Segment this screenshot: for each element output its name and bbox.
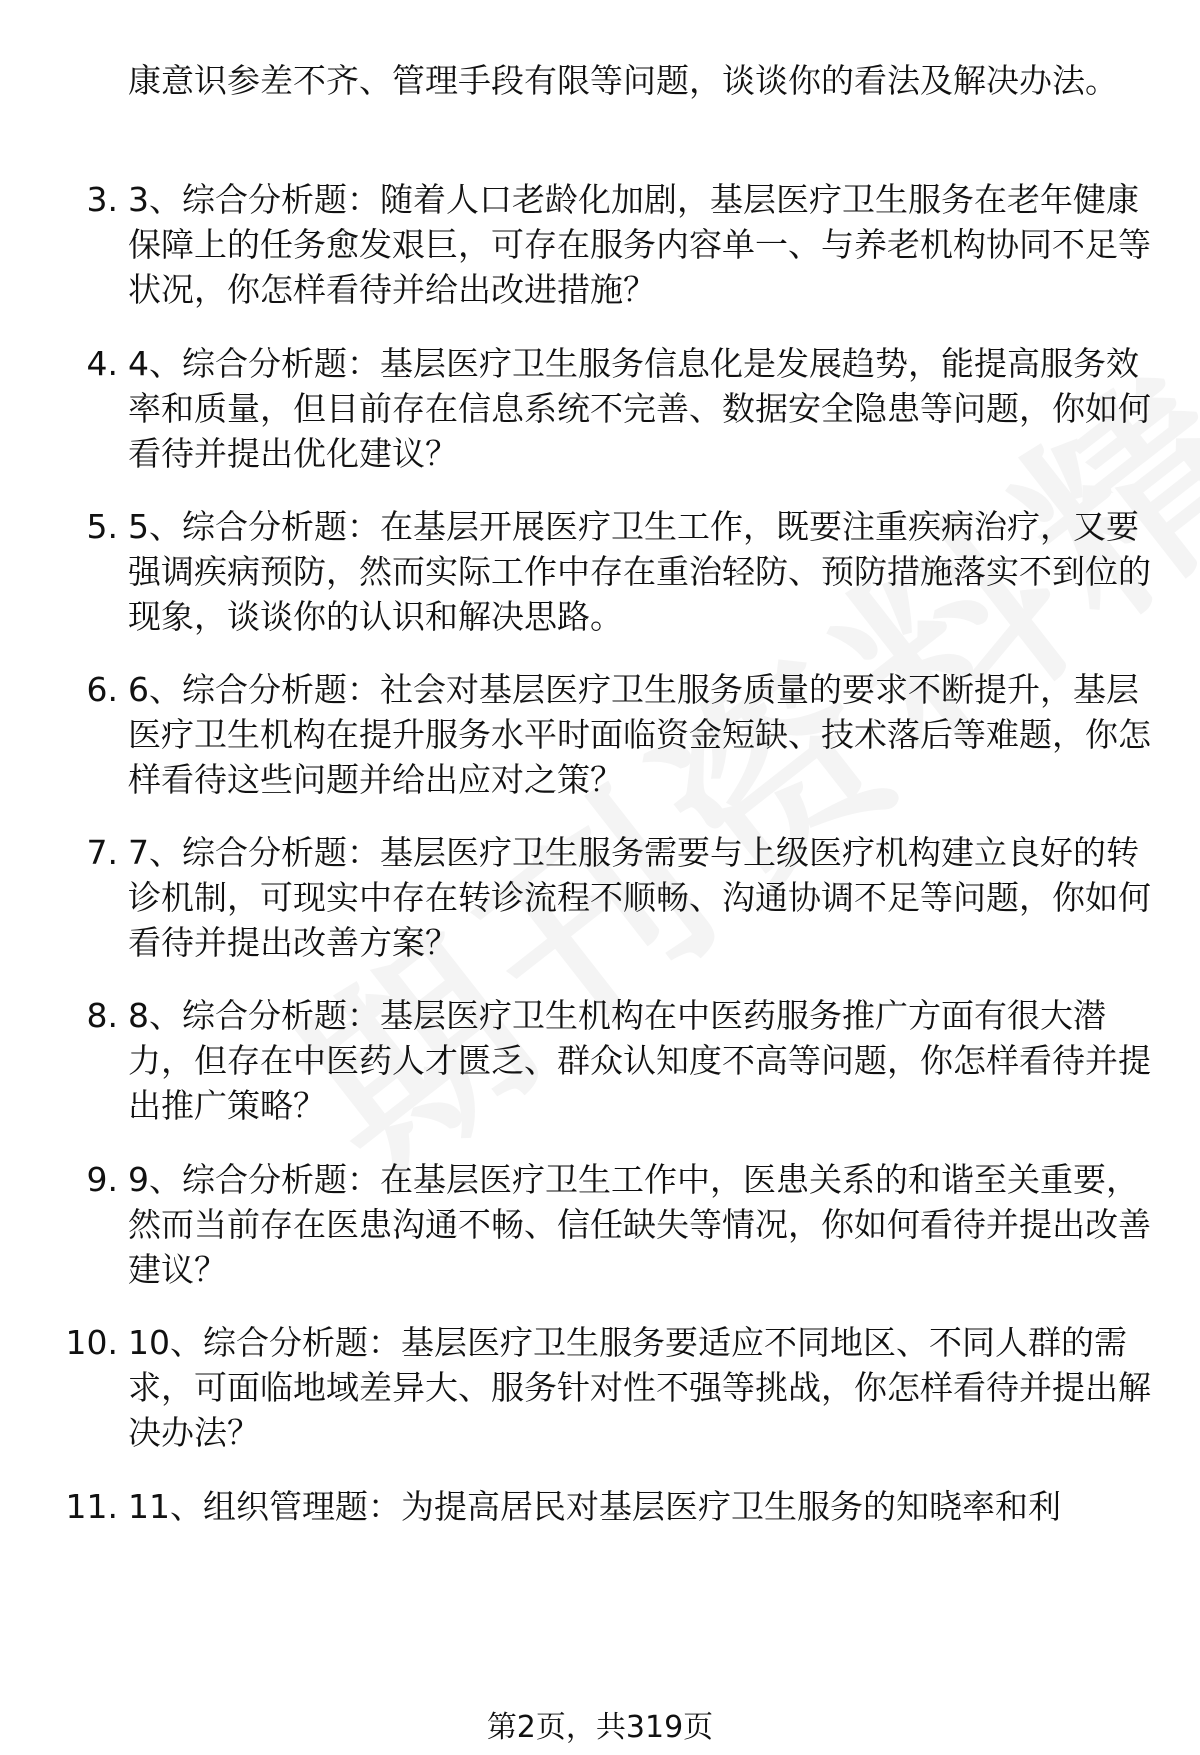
list-item-number: 11.: [65, 1487, 118, 1526]
list-item-text: 5、综合分析题：在基层开展医疗卫生工作，既要注重疾病治疗，又要强调疾病预防，然而实际工作中存在重治轻防、预防措施落实不到位的现象，谈谈你的认识和解决思路。: [128, 507, 1151, 636]
list-item-text: 7、综合分析题：基层医疗卫生服务需要与上级医疗机构建立良好的转诊机制，可现实中存在转诊流程不顺畅、沟通协调不足等问题，你如何看待并提出改善方案？: [128, 833, 1151, 962]
list-item-number: 9.: [86, 1160, 118, 1199]
list-item-number: 7.: [86, 833, 118, 872]
list-item-text: 3、综合分析题：随着人口老龄化加剧，基层医疗卫生服务在老年健康保障上的任务愈发艰巨，可存在服务内容单一、与养老机构协同不足等状况，你怎样看待并给出改进措施？: [128, 180, 1151, 309]
list-item-text: 8、综合分析题：基层医疗卫生机构在中医药服务推广方面有很大潜力，但存在中医药人才匮乏、群众认知度不高等问题，你怎样看待并提出推广策略？: [128, 996, 1151, 1125]
list-item-text: 4、综合分析题：基层医疗卫生服务信息化是发展趋势，能提高服务效率和质量，但目前存在信息系统不完善、数据安全隐患等问题，你如何看待并提出优化建议？: [128, 344, 1151, 473]
page-footer: 第2页，共319页: [486, 1710, 714, 1745]
list-item-text: 9、综合分析题：在基层医疗卫生工作中，医患关系的和谐至关重要，然而当前存在医患沟通不畅、信任缺失等情况，你如何看待并提出改善建议？: [128, 1160, 1151, 1289]
list-item-number: 10.: [65, 1323, 118, 1362]
list-item-number: 6.: [86, 670, 118, 709]
list-item-text: 11、组织管理题：为提高居民对基层医疗卫生服务的知晓率和利: [128, 1487, 1061, 1526]
list-item-number: 4.: [86, 344, 118, 383]
list-item-number: 5.: [86, 507, 118, 546]
list-item-text: 10、综合分析题：基层医疗卫生服务要适应不同地区、不同人群的需求，可面临地域差异大、服务针对性不强等挑战，你怎样看待并提出解决办法？: [128, 1323, 1151, 1452]
list-item-text: 6、综合分析题：社会对基层医疗卫生服务质量的要求不断提升，基层医疗卫生机构在提升服务水平时面临资金短缺、技术落后等难题，你怎样看待这些问题并给出应对之策？: [128, 670, 1151, 799]
continued-paragraph: 康意识参差不齐、管理手段有限等问题，谈谈你的看法及解决办法。: [128, 61, 1118, 100]
list-item-number: 8.: [86, 996, 118, 1035]
list-item-number: 3.: [86, 180, 118, 219]
